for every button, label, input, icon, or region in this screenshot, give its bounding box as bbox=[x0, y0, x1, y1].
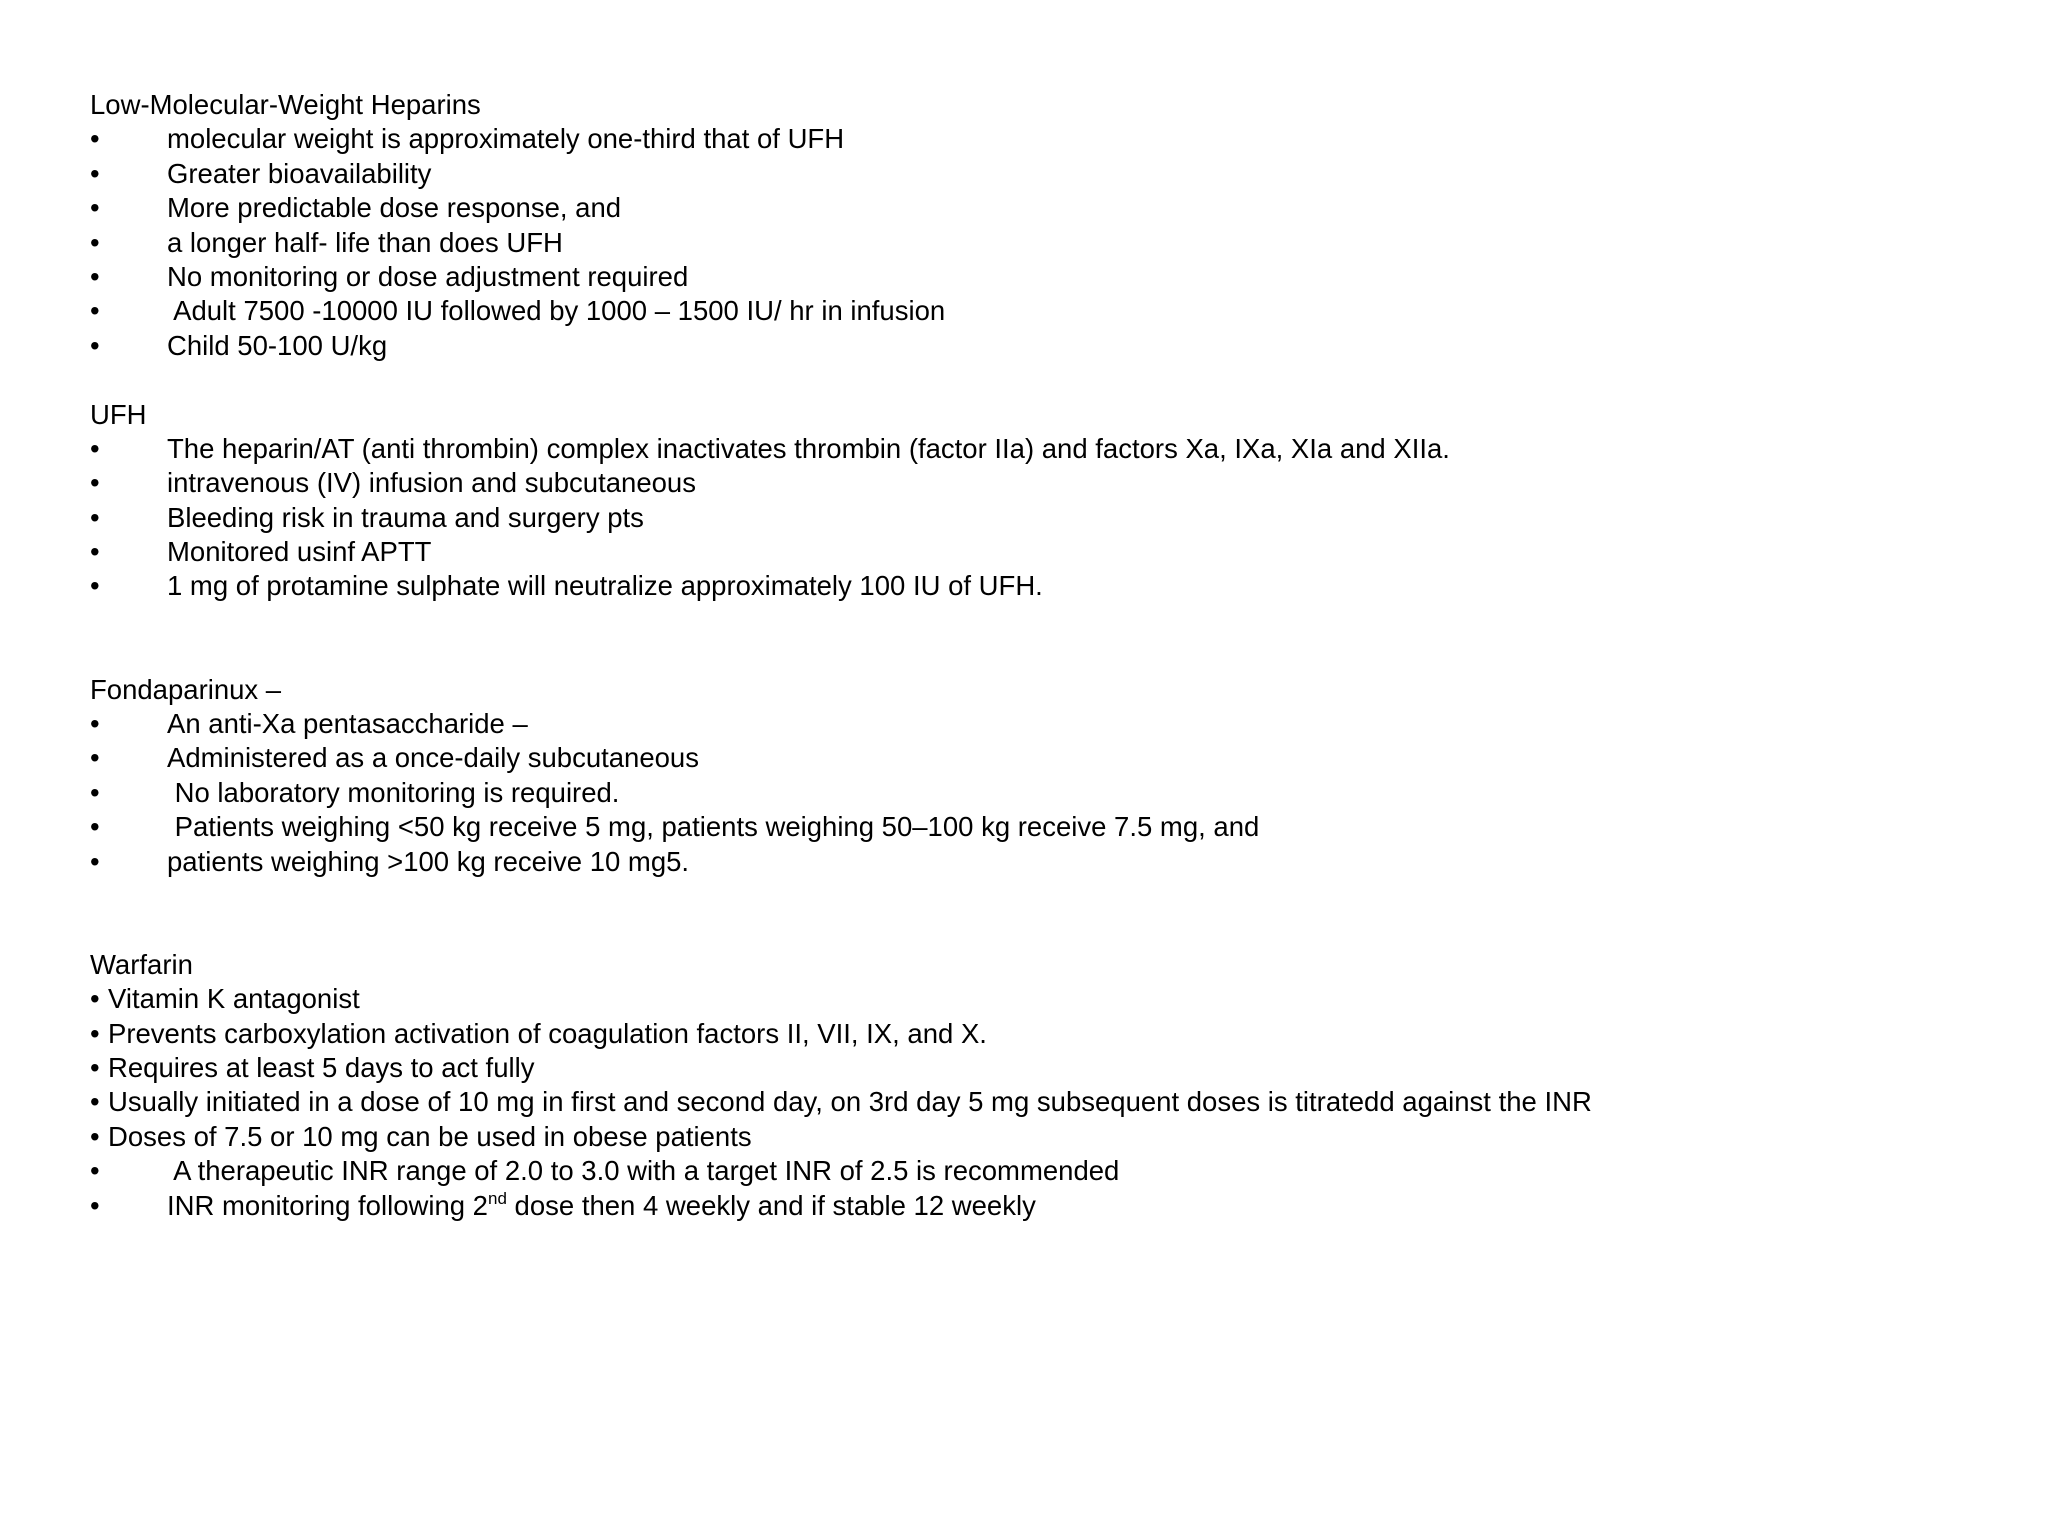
bullet-icon: • bbox=[90, 776, 100, 808]
list-item: • molecular weight is approximately one-third that of UFH bbox=[90, 122, 1990, 156]
bullet-icon: • bbox=[90, 811, 100, 843]
list-item: • Monitored usinf APTT bbox=[90, 535, 1990, 569]
list-item: • a longer half- life than does UFH bbox=[90, 226, 1990, 260]
spacer bbox=[90, 363, 1990, 397]
bullet-icon: • bbox=[90, 157, 100, 189]
list-item: • Administered as a once-daily subcutaneous bbox=[90, 741, 1990, 775]
list-item: • A therapeutic INR range of 2.0 to 3.0 with a target INR of 2.5 is recommended bbox=[90, 1154, 1990, 1188]
document-body bbox=[90, 88, 1990, 1223]
list-item: • The heparin/AT (anti thrombin) complex inactivates thrombin (factor IIa) and factors Xa, IXa, XIa and XIIa. bbox=[90, 432, 1990, 466]
section-lmwh bbox=[90, 88, 1990, 363]
list-item: • Usually initiated in a dose of 10 mg in first and second day, on 3rd day 5 mg subsequent doses is titratedd against the INR bbox=[90, 1085, 1990, 1119]
bullet-icon: • bbox=[90, 845, 100, 877]
bullet-icon: • bbox=[90, 260, 100, 292]
bullet-icon: • bbox=[90, 742, 100, 774]
list-item: • Adult 7500 -10000 IU followed by 1000 – 1500 IU/ hr in infusion bbox=[90, 294, 1990, 328]
list-item: • No laboratory monitoring is required. bbox=[90, 776, 1990, 810]
list-item: • Bleeding risk in trauma and surgery pts bbox=[90, 501, 1990, 535]
bullet-icon: • bbox=[90, 708, 100, 740]
section-title-warfarin: Warfarin bbox=[90, 948, 193, 980]
bullet-icon: • bbox=[90, 1189, 100, 1221]
spacer bbox=[90, 604, 1990, 673]
list-item: • Child 50-100 U/kg bbox=[90, 329, 1990, 363]
bullet-icon: • bbox=[90, 467, 100, 499]
list-item: • 1 mg of protamine sulphate will neutralize approximately 100 IU of UFH. bbox=[90, 569, 1990, 603]
list-item bbox=[90, 1189, 1990, 1223]
section-title-fondaparinux: Fondaparinux – bbox=[90, 673, 282, 705]
list-item: • More predictable dose response, and bbox=[90, 191, 1990, 225]
bullet-icon: • bbox=[90, 1120, 100, 1152]
bullet-icon: • bbox=[90, 1051, 100, 1083]
bullet-icon: • bbox=[90, 226, 100, 258]
bullet-icon: • bbox=[90, 192, 100, 224]
bullet-icon: • bbox=[90, 1155, 100, 1187]
list-item: • Greater bioavailability bbox=[90, 157, 1990, 191]
bullet-icon: • bbox=[90, 501, 100, 533]
list-item: • Patients weighing <50 kg receive 5 mg, patients weighing 50–100 kg receive 7.5 mg, and bbox=[90, 810, 1990, 844]
list-item: • Requires at least 5 days to act fully bbox=[90, 1051, 1990, 1085]
section-title-lmwh: Low-Molecular-Weight Heparins bbox=[90, 89, 481, 120]
bullet-icon: • bbox=[90, 983, 100, 1015]
bullet-icon: • bbox=[90, 1017, 100, 1049]
section-ufh bbox=[90, 398, 1990, 604]
list-item: • intravenous (IV) infusion and subcutaneous bbox=[90, 466, 1990, 500]
bullet-icon: • bbox=[90, 570, 100, 602]
section-title-ufh: UFH bbox=[90, 398, 147, 430]
list-item: • Prevents carboxylation activation of coagulation factors II, VII, IX, and X. bbox=[90, 1017, 1990, 1051]
bullet-icon: • bbox=[90, 123, 100, 155]
section-warfarin bbox=[90, 948, 1990, 1223]
inr-monitoring-text: INR monitoring following 2nd dose then 4 weekly and if stable 12 weekly bbox=[167, 1188, 1036, 1221]
bullet-icon: • bbox=[90, 432, 100, 464]
section-fondaparinux bbox=[90, 673, 1990, 879]
list-item: • patients weighing >100 kg receive 10 mg5. bbox=[90, 845, 1990, 879]
bullet-icon: • bbox=[90, 536, 100, 568]
list-item: • No monitoring or dose adjustment required bbox=[90, 260, 1990, 294]
superscript: nd bbox=[487, 1188, 507, 1208]
list-item: • Vitamin K antagonist bbox=[90, 982, 1990, 1016]
bullet-icon: • bbox=[90, 329, 100, 361]
spacer bbox=[90, 879, 1990, 948]
bullet-icon: • bbox=[90, 295, 100, 327]
bullet-icon: • bbox=[90, 1086, 100, 1118]
list-item: • An anti-Xa pentasaccharide – bbox=[90, 707, 1990, 741]
list-item: • Doses of 7.5 or 10 mg can be used in obese patients bbox=[90, 1120, 1990, 1154]
